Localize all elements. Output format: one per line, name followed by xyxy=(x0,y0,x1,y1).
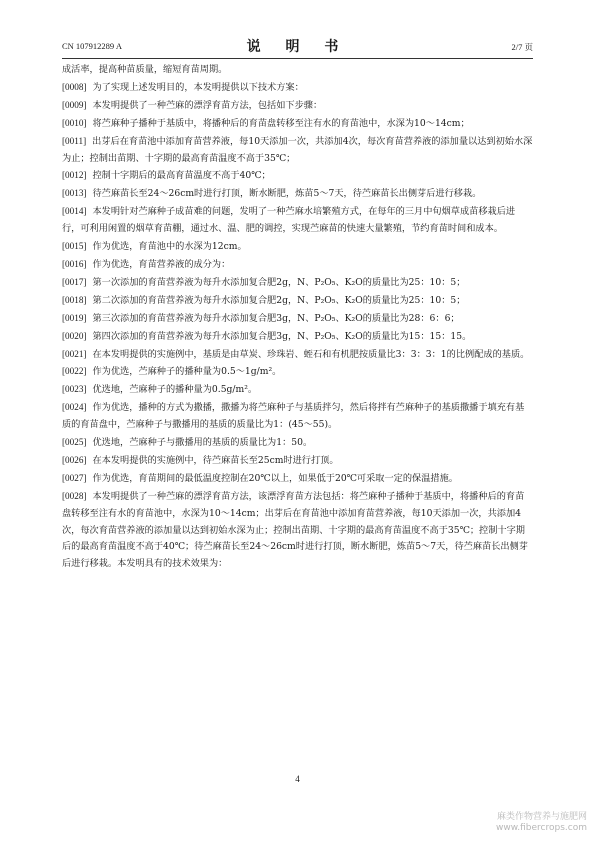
paragraph-number: [0010] xyxy=(62,117,87,128)
paragraph xyxy=(62,256,533,274)
paragraph xyxy=(62,470,533,488)
document-body xyxy=(62,62,533,573)
paragraph-text: 成活率，提高种苗质量，缩短育苗周期。 xyxy=(62,64,228,75)
paragraph xyxy=(62,434,533,452)
paragraph-number: [0008] xyxy=(62,81,87,92)
paragraph-number: [0009] xyxy=(62,99,87,110)
page-number: 4 xyxy=(295,774,300,784)
paragraph-text: 本发明提供了一种苎麻的漂浮育苗方法，包括如下步骤： xyxy=(92,99,323,111)
paragraph xyxy=(62,346,533,364)
paragraph-text: 待苎麻苗长至24～26cm时进行打顶，断水断肥，炼苗5～7天，待苎麻苗长出侧芽后进行移栽。 xyxy=(92,188,482,200)
paragraph-text: 第一次添加的育苗营养液为每升水添加复合肥2g，N、P₂O₅、K₂O的质量比为25：10：5； xyxy=(92,276,466,288)
paragraph xyxy=(62,115,533,133)
paragraph-number: [0021] xyxy=(62,348,87,359)
paragraph-number: [0013] xyxy=(62,188,87,199)
paragraph-text: 第三次添加的育苗营养液为每升水添加复合肥3g，N、P₂O₅、K₂O的质量比为28：6：6； xyxy=(92,312,460,324)
watermark-url: www.fibercrops.com xyxy=(496,823,587,833)
paragraph-text: 作为优选，育苗池中的水深为12cm。 xyxy=(92,241,247,253)
page-indicator: 2/7 页 xyxy=(511,42,533,52)
header-rule xyxy=(62,58,533,59)
paragraph-text: 控制十字期后的最高育苗温度不高于40℃； xyxy=(92,170,271,182)
page-header xyxy=(62,36,533,56)
paragraph xyxy=(62,310,533,328)
document-title: 说 明 书 xyxy=(246,39,349,55)
paragraph-number: [0012] xyxy=(62,170,87,181)
paragraph xyxy=(62,274,533,292)
paragraph-text: 将苎麻种子播种于基质中，将播种后的育苗盘转移至注有水的育苗池中，水深为10～14cm； xyxy=(92,117,470,129)
paragraph xyxy=(62,133,533,168)
paragraph-number: [0014] xyxy=(62,206,87,217)
paragraph-text: 本发明针对苎麻种子成苗难的问题，发明了一种苎麻水培繁殖方式，在每年的三月中旬烟草成苗移栽后进行，可利用闲置的烟草育苗棚，通过水、温、肥的调控，实现苎麻苗的快速大量繁殖，节约育苗时间和成本。 xyxy=(62,206,516,235)
paragraph xyxy=(62,238,533,256)
paragraph-text: 为了实现上述发明目的，本发明提供以下技术方案： xyxy=(92,81,304,93)
paragraph-number: [0023] xyxy=(62,384,87,395)
paragraph-text: 优选地，苎麻种子的播种量为0.5g/m²。 xyxy=(92,384,258,396)
paragraph-text: 在本发明提供的实施例中，基质是由草炭、珍珠岩、蛭石和有机肥按质量比3：3：3：1的比例配成的基质。 xyxy=(92,348,530,360)
paragraph-number: [0025] xyxy=(62,437,87,448)
paragraph xyxy=(62,292,533,310)
paragraph xyxy=(62,328,533,346)
paragraph xyxy=(62,488,533,574)
paragraph-number: [0020] xyxy=(62,330,87,341)
paragraph-number: [0017] xyxy=(62,276,87,287)
paragraph xyxy=(62,185,533,203)
paragraph-text: 第四次添加的育苗营养液为每升水添加复合肥3g，N、P₂O₅、K₂O的质量比为15：15：15。 xyxy=(92,330,472,342)
paragraph xyxy=(62,399,533,434)
paragraph xyxy=(62,203,533,238)
paragraph-number: [0018] xyxy=(62,294,87,305)
paragraph-number: [0011] xyxy=(62,135,87,146)
watermark-site-name: 麻类作物营养与施肥网 xyxy=(496,812,587,822)
paragraph-text: 作为优选，育苗营养液的成分为： xyxy=(92,258,231,270)
paragraph xyxy=(62,62,533,79)
paragraph-number: [0028] xyxy=(62,490,87,501)
paragraph-text: 作为优选，育苗期间的最低温度控制在20℃以上，如果低于20℃可采取一定的保温措施。 xyxy=(92,472,458,484)
paragraph xyxy=(62,452,533,470)
paragraph-text: 优选地，苎麻种子与撒播用的基质的质量比为1：50。 xyxy=(92,437,313,449)
paragraph-text: 本发明提供了一种苎麻的漂浮育苗方法，该漂浮育苗方法包括：将苎麻种子播种于基质中，将播种后的育苗盘转移至注有水的育苗池中，水深为10～14cm；出芽后在育苗池中添加育苗营养液，每10天添加一次，共添加4次，每次育苗营养液的添加量以达到初始水深为止；控制出苗期、十字期的最高育苗温度不高于35℃；控制十字期后的最高育苗温度不高于40℃；待苎麻苗长至24～26cm时进行打顶，断水断肥，炼苗5～7天，待苎麻苗长出侧芽后进行移栽。本发明具有的技术效果为： xyxy=(62,490,528,570)
paragraph-number: [0016] xyxy=(62,258,87,269)
paragraph-text: 第二次添加的育苗营养液为每升水添加复合肥2g，N、P₂O₅、K₂O的质量比为25：10：5； xyxy=(92,294,466,306)
paragraph-number: [0027] xyxy=(62,472,87,483)
paragraph-number: [0026] xyxy=(62,454,87,465)
paragraph-text: 作为优选，播种的方式为撒播，撒播为将苎麻种子与基质拌匀，然后将拌有苎麻种子的基质撒播于填充有基质的育苗盘中，苎麻种子与撒播用的基质的质量比为1：(45～55)。 xyxy=(62,402,525,431)
paragraph xyxy=(62,381,533,399)
paragraph-text: 作为优选，苎麻种子的播种量为0.5～1g/m²。 xyxy=(92,366,282,378)
paragraph xyxy=(62,79,533,97)
paragraph xyxy=(62,167,533,185)
patent-number: CN 107912289 A xyxy=(62,41,122,51)
paragraph-text: 在本发明提供的实施例中，待苎麻苗长至25cm时进行打顶。 xyxy=(92,454,339,466)
paragraph xyxy=(62,363,533,381)
paragraph-number: [0022] xyxy=(62,366,87,377)
paragraph-text: 出芽后在育苗池中添加育苗营养液，每10天添加一次，共添加4次，每次育苗营养液的添加量以达到初始水深为止；控制出苗期、十字期的最高育苗温度不高于35℃； xyxy=(62,135,533,164)
paragraph xyxy=(62,97,533,115)
site-watermark xyxy=(496,812,587,834)
paragraph-number: [0015] xyxy=(62,241,87,252)
paragraph-number: [0019] xyxy=(62,312,87,323)
paragraph-number: [0024] xyxy=(62,402,87,413)
